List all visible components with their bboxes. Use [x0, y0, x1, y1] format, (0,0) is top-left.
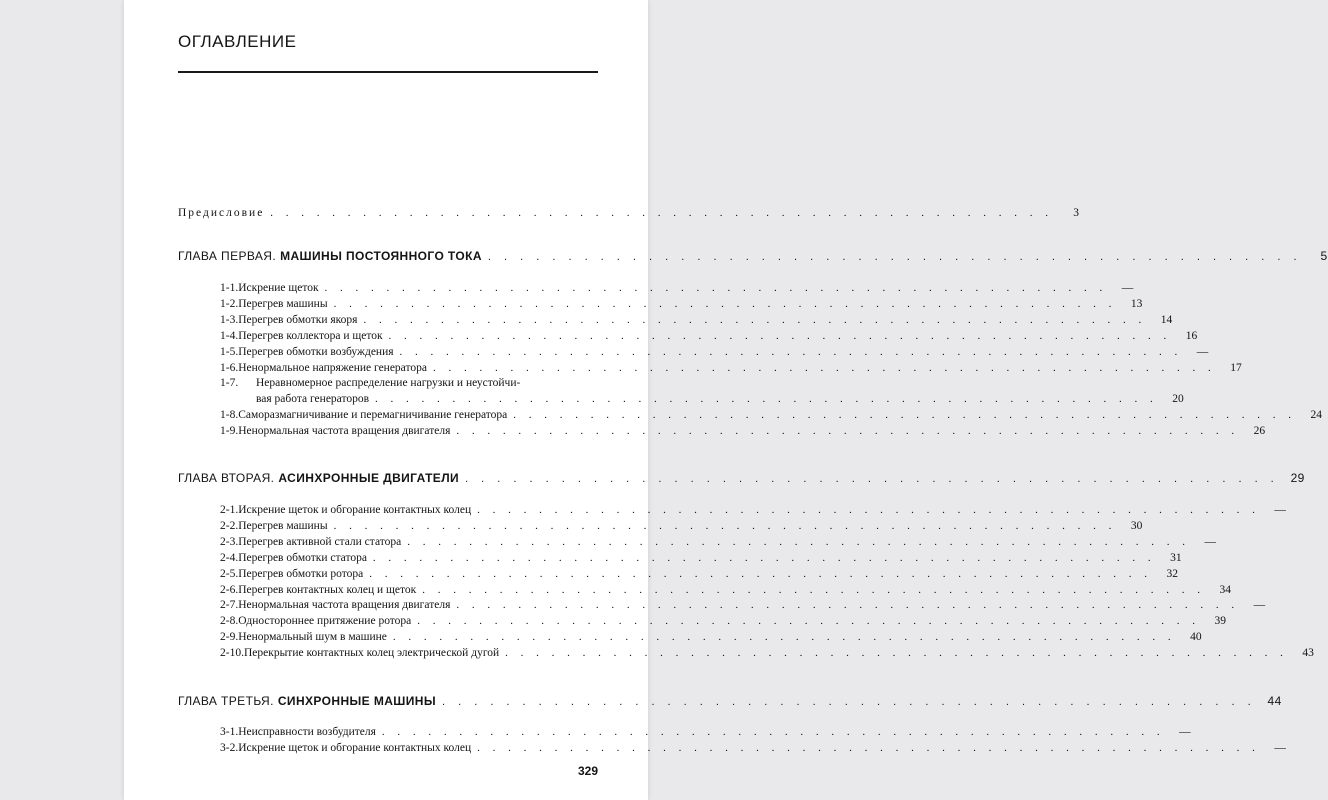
- leader-dots: . . . . . . . . . . . . . . . . . . . . . . . . . . . . . . . . . . . . . . . . . . . . . . . . . . .: [456, 599, 1240, 612]
- section-page: —: [1253, 599, 1266, 612]
- toc-entry: [220, 328, 1198, 344]
- section-number: 1-8.: [220, 409, 239, 422]
- section-title: Перегрев обмотки якоря: [238, 313, 358, 326]
- section-number: 3-2.: [220, 741, 239, 754]
- toc-entry: [220, 740, 1286, 756]
- toc-entry: [220, 375, 598, 391]
- section-page: —: [1196, 345, 1209, 358]
- section-number: 2-4.: [220, 551, 239, 564]
- section-page: 16: [1185, 329, 1198, 342]
- chapter-heading: [178, 248, 1328, 264]
- toc-entry: [220, 629, 1202, 645]
- leader-dots: . . . . . . . . . . . . . . . . . . . . . . . . . . . . . . . . . . . . . . . . . . . . . . . . . . .: [477, 504, 1260, 516]
- section-page: 32: [1166, 567, 1178, 580]
- section-number: 1-2.: [220, 297, 239, 310]
- section-page: —: [1179, 726, 1191, 738]
- section-page: 31: [1170, 551, 1182, 564]
- leader-dots: . . . . . . . . . . . . . . . . . . . . . . . . . . . . . . . . . . . . . . . . . . . . . . . . . . .: [324, 282, 1108, 294]
- section-number: 2-8.: [220, 615, 239, 628]
- toc-entry: [220, 582, 1231, 598]
- section-page: —: [1121, 282, 1134, 294]
- leader-dots: . . . . . . . . . . . . . . . . . . . . . . . . . . . . . . . . . . . . . . . . . . . . . . . . . . .: [407, 535, 1190, 548]
- toc-entry: [220, 344, 1209, 360]
- toc-entry: [220, 613, 1227, 629]
- section-number: 1-3.: [220, 313, 239, 326]
- chapter-name: АСИНХРОННЫЕ ДВИГАТЕЛИ: [278, 471, 460, 485]
- section-title: Неравномерное распределение нагрузки и неустойчи-: [256, 377, 521, 390]
- toc-entry: [220, 502, 1286, 518]
- section-page: 43: [1302, 647, 1314, 660]
- table-of-contents: [124, 0, 1328, 800]
- leader-dots: . . . . . . . . . . . . . . . . . . . . . . . . . . . . . . . . . . . . . . . . . . . . . . . . . . .: [422, 583, 1205, 596]
- toc-entry: [220, 312, 1173, 328]
- toc-entry: [220, 566, 1178, 582]
- section-number: 2-7.: [220, 599, 239, 612]
- leader-dots: . . . . . . . . . . . . . . . . . . . . . . . . . . . . . . . . . . . . . . . . . . . . . . . . . . .: [513, 409, 1296, 422]
- section-page: 17: [1230, 361, 1242, 374]
- section-title: Перегрев активной стали статора: [238, 535, 402, 548]
- chapter-page: 44: [1267, 694, 1282, 708]
- toc-entry: [220, 296, 1143, 312]
- section-title: Саморазмагничивание и перемагничивание генератора: [238, 409, 508, 422]
- toc-entry: [220, 550, 1182, 566]
- chapter-label: ГЛАВА ВТОРАЯ.: [178, 471, 275, 485]
- toc-entry: [220, 645, 1314, 661]
- section-title: Искрение щеток: [238, 282, 319, 294]
- book-page: [124, 0, 1328, 800]
- preface-entry: [178, 205, 1080, 221]
- section-title-continuation: вая работа генераторов: [256, 393, 370, 406]
- section-number: 2-9.: [220, 631, 239, 644]
- section-number: 2-10.: [220, 647, 244, 660]
- section-number: 1-1.: [220, 282, 239, 294]
- toc-entry: [220, 423, 1266, 439]
- section-number: 2-3.: [220, 535, 239, 548]
- toc-entry: [220, 360, 1242, 376]
- toc-entry: [220, 407, 1322, 423]
- chapter-heading: [178, 470, 1305, 486]
- leader-dots: . . . . . . . . . . . . . . . . . . . . . . . . . . . . . . . . . . . . . . . . . . . . . . . . . . .: [487, 251, 1302, 263]
- leader-dots: . . . . . . . . . . . . . . . . . . . . . . . . . . . . . . . . . . . . . . . . . . . . . . . . . . .: [372, 551, 1156, 564]
- leader-dots: . . . . . . . . . . . . . . . . . . . . . . . . . . . . . . . . . . . . . . . . . . . . . . . . . . .: [369, 567, 1152, 580]
- toc-entry: [220, 597, 1266, 613]
- section-number: 2-5.: [220, 567, 239, 580]
- section-title: Перегрев коллектора и щеток: [238, 329, 383, 342]
- section-number: 3-1.: [220, 726, 239, 738]
- section-number: 1-9.: [220, 425, 239, 438]
- section-title: Перекрытие контактных колец электрической дугой: [243, 647, 500, 660]
- toc-entry-continuation: [256, 391, 1184, 407]
- section-title: Ненормальная частота вращения двигателя: [238, 425, 451, 438]
- section-number: 1-7.: [220, 377, 239, 390]
- toc-entry: [220, 518, 1143, 534]
- section-title: Перегрев обмотки возбуждения: [238, 345, 394, 358]
- section-number: 2-2.: [220, 519, 239, 532]
- section-title: Одностороннее притяжение ротора: [238, 615, 412, 628]
- chapter-heading: [178, 693, 1282, 709]
- chapter-name: СИНХРОННЫЕ МАШИНЫ: [277, 694, 436, 708]
- section-number: 1-4.: [220, 329, 239, 342]
- section-page: 26: [1253, 425, 1266, 438]
- section-page: —: [1274, 504, 1286, 516]
- section-page: 24: [1310, 409, 1322, 422]
- section-title: Ненормальный шум в машине: [238, 631, 387, 644]
- section-page: 30: [1130, 519, 1143, 532]
- section-page: —: [1204, 535, 1216, 548]
- leader-dots: . . . . . . . . . . . . . . . . . . . . . . . . . . . . . . . . . . . . . . . . . . . . . . . . . . .: [477, 741, 1260, 754]
- leader-dots: . . . . . . . . . . . . . . . . . . . . . . . . . . . . . . . . . . . . . . . . . . . . . . . . . . .: [392, 631, 1176, 644]
- toc-entry: [220, 280, 1134, 296]
- section-title: Перегрев обмотки статора: [238, 551, 367, 564]
- leader-dots: . . . . . . . . . . . . . . . . . . . . . . . . . . . . . . . . . . . . . . . . . . . . . . . . . . .: [270, 207, 1054, 219]
- page-number: 329: [577, 764, 598, 778]
- leader-dots: . . . . . . . . . . . . . . . . . . . . . . . . . . . . . . . . . . . . . . . . . . . . . . . . . . .: [441, 696, 1256, 708]
- leader-dots: . . . . . . . . . . . . . . . . . . . . . . . . . . . . . . . . . . . . . . . . . . . . . . . . . . .: [381, 726, 1165, 738]
- chapter-name: МАШИНЫ ПОСТОЯННОГО ТОКА: [280, 249, 482, 263]
- section-title: Перегрев обмотки ротора: [238, 567, 364, 580]
- toc-entry: [220, 534, 1216, 550]
- leader-dots: . . . . . . . . . . . . . . . . . . . . . . . . . . . . . . . . . . . . . . . . . . . . . . . . . . .: [399, 345, 1183, 358]
- section-page: 20: [1172, 393, 1184, 406]
- leader-dots: . . . . . . . . . . . . . . . . . . . . . . . . . . . . . . . . . . . . . . . . . . . . . . . . . . .: [363, 313, 1147, 326]
- section-number: 2-6.: [220, 583, 239, 596]
- toc-entry: [220, 724, 1191, 740]
- section-page: —: [1274, 741, 1286, 754]
- chapter-label: ГЛАВА ПЕРВАЯ.: [178, 249, 277, 263]
- leader-dots: . . . . . . . . . . . . . . . . . . . . . . . . . . . . . . . . . . . . . . . . . . . . . . . . . . .: [333, 519, 1117, 532]
- leader-dots: . . . . . . . . . . . . . . . . . . . . . . . . . . . . . . . . . . . . . . . . . . . . . . . . . . .: [388, 329, 1172, 342]
- section-number: 2-1.: [220, 504, 239, 516]
- preface-page: 3: [1073, 207, 1080, 219]
- leader-dots: . . . . . . . . . . . . . . . . . . . . . . . . . . . . . . . . . . . . . . . . . . . . . . . . . . .: [505, 647, 1288, 660]
- section-number: 1-6.: [220, 361, 239, 374]
- section-title: Ненормальная частота вращения двигателя: [238, 599, 451, 612]
- leader-dots: . . . . . . . . . . . . . . . . . . . . . . . . . . . . . . . . . . . . . . . . . . . . . . . . . . .: [465, 473, 1279, 485]
- section-page: 13: [1130, 297, 1143, 310]
- chapter-page: 5: [1320, 249, 1328, 263]
- leader-dots: . . . . . . . . . . . . . . . . . . . . . . . . . . . . . . . . . . . . . . . . . . . . . . . . . . .: [432, 361, 1216, 374]
- section-title: Искрение щеток и обгорание контактных колец: [238, 504, 472, 516]
- section-title: Перегрев контактных колец и щеток: [238, 583, 417, 596]
- leader-dots: . . . . . . . . . . . . . . . . . . . . . . . . . . . . . . . . . . . . . . . . . . . . . . . . . . .: [333, 297, 1117, 310]
- section-title: Искрение щеток и обгорание контактных колец: [238, 741, 472, 754]
- page-heading: ОГЛАВЛЕНИЕ: [178, 32, 297, 51]
- section-page: 14: [1160, 313, 1173, 326]
- chapter-label: ГЛАВА ТРЕТЬЯ.: [178, 694, 274, 708]
- section-title: Неисправности возбудителя: [238, 726, 376, 738]
- preface-title: Предисловие: [178, 207, 265, 219]
- leader-dots: . . . . . . . . . . . . . . . . . . . . . . . . . . . . . . . . . . . . . . . . . . . . . . . . . . .: [456, 425, 1240, 438]
- leader-dots: . . . . . . . . . . . . . . . . . . . . . . . . . . . . . . . . . . . . . . . . . . . . . . . . . . .: [417, 615, 1201, 628]
- section-title: Перегрев машины: [238, 297, 328, 310]
- section-title: Ненормальное напряжение генератора: [238, 361, 427, 374]
- section-page: 34: [1219, 583, 1231, 596]
- section-page: 39: [1214, 615, 1227, 628]
- section-title: Перегрев машины: [238, 519, 328, 532]
- leader-dots: . . . . . . . . . . . . . . . . . . . . . . . . . . . . . . . . . . . . . . . . . . . . . . . . . . .: [375, 393, 1158, 406]
- section-number: 1-5.: [220, 345, 239, 358]
- section-page: 40: [1190, 631, 1202, 644]
- chapter-page: 29: [1290, 471, 1305, 485]
